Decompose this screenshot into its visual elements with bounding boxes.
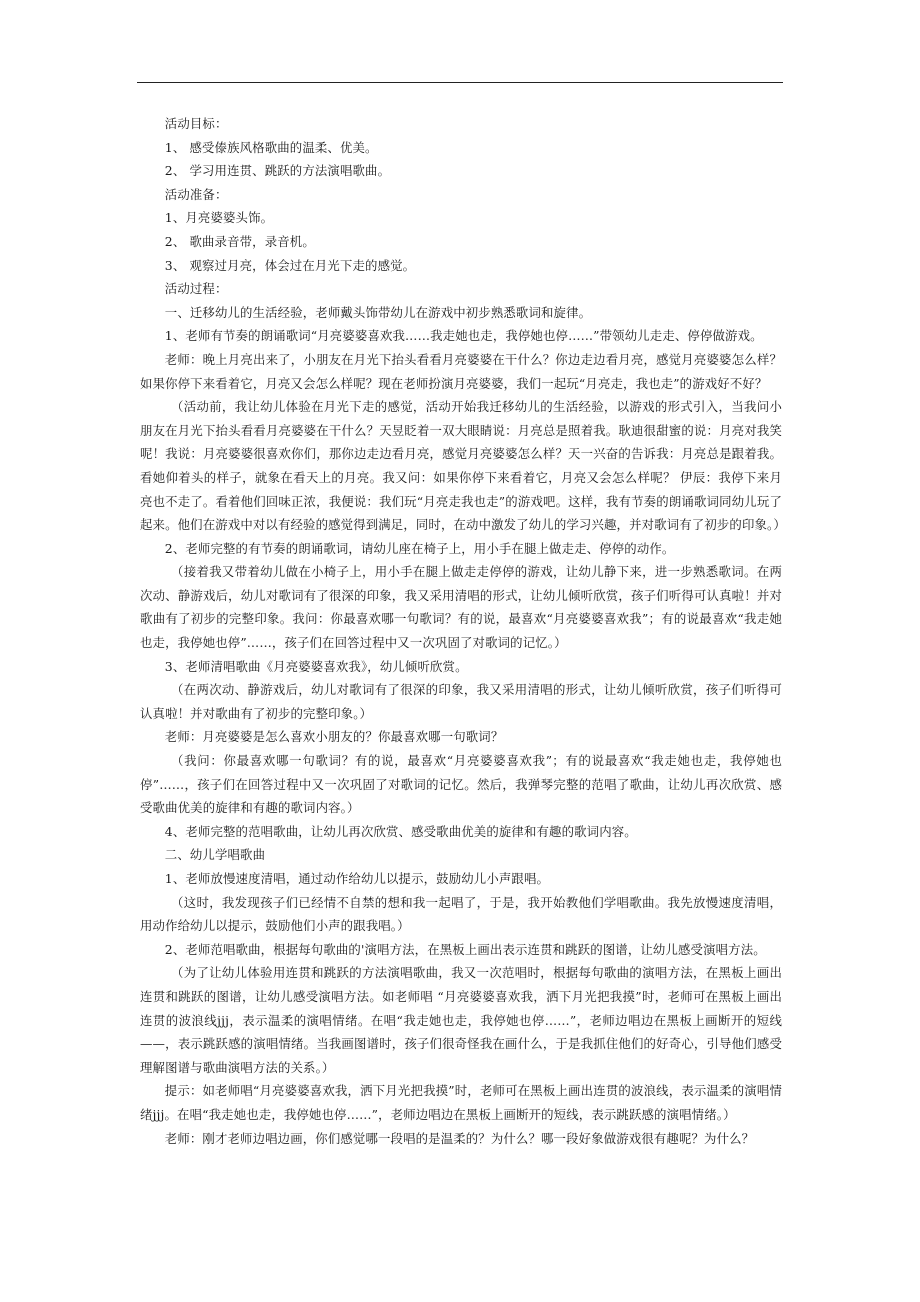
process-step-1-4: 4、老师完整的范唱歌曲，让幼儿再次欣赏、感受歌曲优美的旋律和有趣的歌词内容。 bbox=[164, 823, 637, 839]
teacher-dialogue-2: 老师：月亮婆婆是怎么喜欢小朋友的？你最喜欢哪一句歌词？ bbox=[164, 729, 504, 745]
process-step-2-1: 1、老师放慢速度清唱，通过动作给幼儿以提示，鼓励幼儿小声跟唱。 bbox=[164, 871, 550, 886]
reflection-note-6: （为了让幼儿体验用连贯和跳跃的方法演唱歌曲，我又一次范唱时，根据每句歌曲的演唱方法，在黑板上画出连贯和跳跃的图谱，让幼儿感受演唱方法。如老师唱 “月亮婆婆喜欢我，洒下月光把我摸”时，老师可在黑板上画出连贯的波浪线jjj，表示温柔的演唱情绪。在唱“我走她也走，我停她也停……”，老师边唱边在黑板上画断开的短线——，表示跳跃感的演唱情绪。当我画图谱时，孩子们很奇怪我在画什么，于是我抓住他们的好奇心，引导他们感受理解图谱与歌曲演唱方法的关系。） bbox=[140, 965, 782, 1075]
goal-item-2: 2、 学习用连贯、跳跃的方法演唱歌曲。 bbox=[164, 163, 391, 179]
section-heading-process: 活动过程： bbox=[164, 281, 228, 297]
process-step-2-2: 2、老师范唱歌曲，根据每句歌曲的'演唱方法，在黑板上画出表示连贯和跳跃的图谱，让幼儿感受演唱方法。 bbox=[164, 941, 766, 957]
section-heading-preparation: 活动准备： bbox=[164, 186, 228, 202]
reflection-note-1: （活动前，我让幼儿体验在月光下走的感觉，活动开始我迁移幼儿的生活经验，以游戏的形式引入，当我问小朋友在月光下抬头看看月亮婆婆在干什么？天昱眨着一双大眼睛说：月亮总是照着我。耿迪很甜蜜的说：月亮对我笑呢！我说：月亮婆婆很喜欢你们，那你边走边看月亮，感觉月亮婆婆怎么样？天一兴奋的告诉我：月亮总是跟着我。看她仰着头的样子，就象在看天上的月亮。我又问：如果你停下来看着它，月亮又会怎么样呢？ 伊辰：我停下来月亮也不走了。看着他们回味正浓，我便说：我们玩“月亮走我也走”的游戏吧。这样，我有节奏的朗诵歌词同幼儿玩了起来。他们在游戏中对以有经验的感觉得到满足，同时，在动中激发了幼儿的学习兴趣，并对歌词有了初步的印象。） bbox=[140, 399, 786, 533]
reflection-note-3: （在两次动、静游戏后，幼儿对歌词有了很深的印象，我又采用清唱的形式，让幼儿倾听欣赏，孩子们听得可认真啦！并对歌曲有了初步的完整印象。） bbox=[140, 682, 782, 721]
tip-paragraph: 提示：如老师唱“月亮婆婆喜欢我，洒下月光把我摸”时，老师可在黑板上画出连贯的波浪线，表示温柔的演唱情绪jjj。在唱“我走她也走，我停她也停……”，老师边唱边在黑板上画断开的短线，表示跳跃感的演唱情绪。） bbox=[140, 1083, 782, 1122]
reflection-note-2: （接着我又带着幼儿做在小椅子上，用小手在腿上做走走停停的游戏，让幼儿静下来，进一步熟悉歌词。在两次动、静游戏后，幼儿对歌词有了很深的印象，我又采用清唱的形式，让幼儿倾听欣赏，孩子们听得可认真啦！并对歌曲有了初步的完整印象。我问：你最喜欢哪一句歌词？有的说，最喜欢“月亮婆婆喜欢我”；有的说最喜欢“我走她也走，我停她也停”……，孩子们在回答过程中又一次巩固了对歌词的记忆。） bbox=[140, 564, 782, 651]
teacher-dialogue-1: 老师：晚上月亮出来了，小朋友在月光下抬头看看月亮婆婆在干什么？你边走边看月亮，感觉月亮婆婆怎么样？如果你停下来看着它，月亮又会怎么样呢？现在老师扮演月亮婆婆，我们一起玩“月亮走，我也走”的游戏好不好？ bbox=[140, 351, 782, 391]
reflection-note-4: （我问：你最喜欢哪一句歌词？有的说，最喜欢“月亮婆婆喜欢我”；有的说最喜欢“我走她也走，我停她也停”……，孩子们在回答过程中又一次巩固了对歌词的记忆。然后，我弹琴完整的范唱了歌曲，让幼儿再次欣赏、感受歌曲优美的旋律和有趣的歌词内容。） bbox=[140, 753, 782, 816]
reflection-note-5: （这时，我发现孩子们已经情不自禁的想和我一起唱了，于是，我开始教他们学唱歌曲。我先放慢速度清唱，用动作给幼儿以提示，鼓励他们小声的跟我唱。） bbox=[140, 894, 782, 934]
process-step-1-2: 2、老师完整的有节奏的朗诵歌词，请幼儿座在椅子上，用小手在腿上做走走、停停的动作。 bbox=[164, 540, 675, 556]
process-step-1-3: 3、老师清唱歌曲《月亮婆婆喜欢我》，幼儿倾听欣赏。 bbox=[164, 658, 468, 674]
prep-item-3: 3、 观察过月亮，体会过在月光下走的感觉。 bbox=[164, 257, 416, 273]
prep-item-1: 1、月亮婆婆头饰。 bbox=[164, 210, 274, 226]
process-part-1-heading: 一、迁移幼儿的生活经验，老师戴头饰带幼儿在游戏中初步熟悉歌词和旋律。 bbox=[164, 304, 592, 320]
document-body bbox=[140, 112, 786, 1150]
section-heading-goals: 活动目标： bbox=[164, 116, 228, 131]
prep-item-2: 2、 歌曲录音带，录音机。 bbox=[164, 233, 315, 249]
process-part-2-heading: 二、幼儿学唱歌曲 bbox=[164, 847, 266, 863]
header-rule bbox=[137, 82, 783, 83]
teacher-dialogue-3: 老师：刚才老师边唱边画，你们感觉哪一段唱的是温柔的？为什么？哪一段好象做游戏很有趣呢？为什么？ bbox=[164, 1130, 755, 1146]
goal-item-1: 1、 感受傣族风格歌曲的温柔、优美。 bbox=[164, 139, 378, 155]
process-step-1-1: 1、老师有节奏的朗诵歌词“月亮婆婆喜欢我……我走她也走，我停她也停……”带领幼儿走走、停停做游戏。 bbox=[164, 328, 763, 344]
